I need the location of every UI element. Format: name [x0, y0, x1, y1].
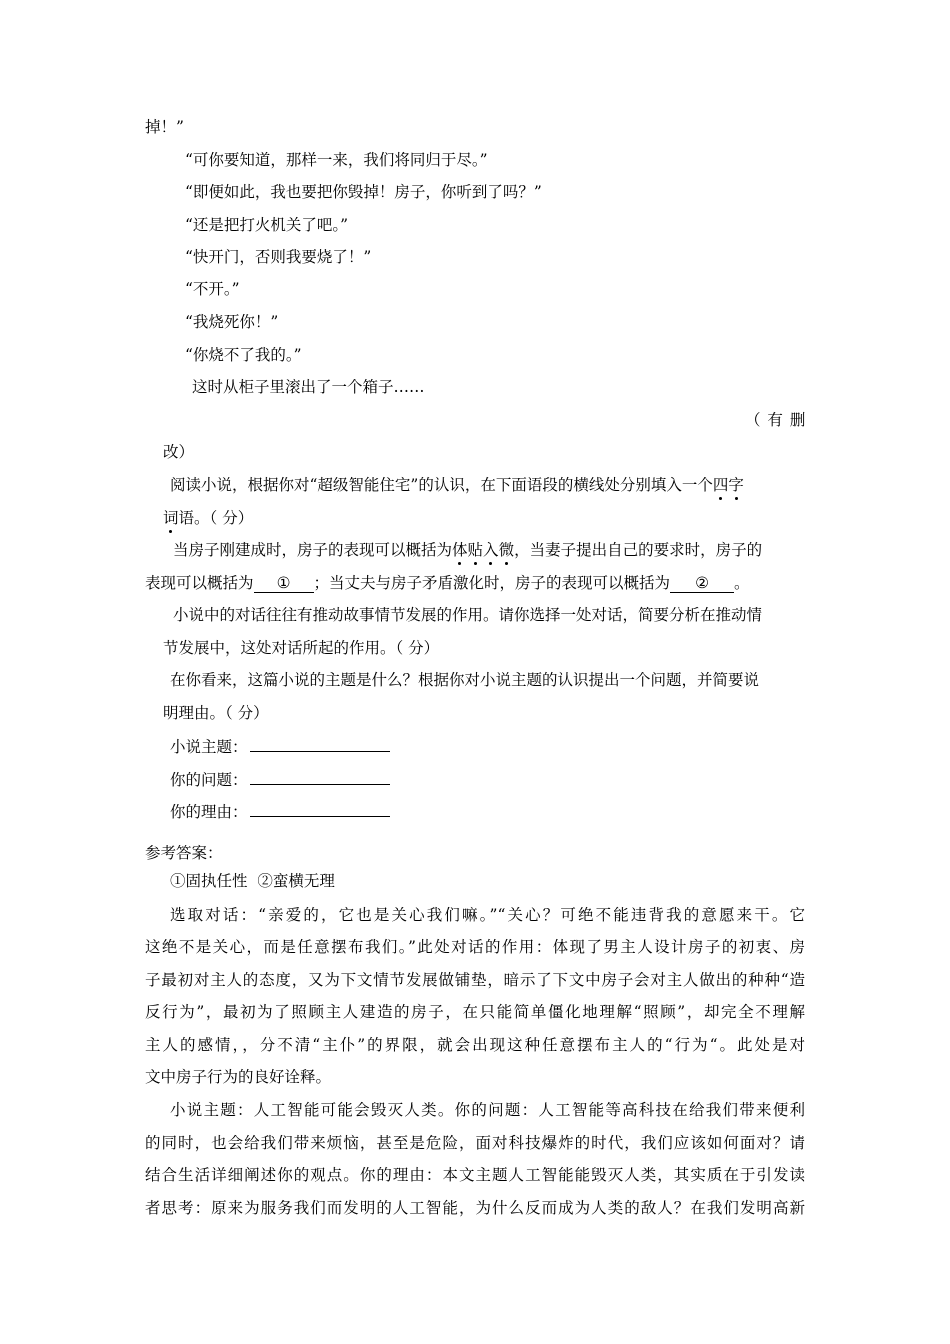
answer-3-line: 结合生活详细阐述你的观点。你的理由：本文主题人工智能能毁灭人类，其实质在于引发读 — [145, 1166, 805, 1184]
emphasis-char: 字 — [728, 476, 744, 494]
emphasis-char: 入 — [483, 541, 499, 559]
question-3: 在你看来，这篇小说的主题是什么？根据你对小说主题的认识提出一个问题，并简要说 — [170, 671, 760, 689]
answer-3-line: 的同时，也会给我们带来烦恼，甚至是危险，面对科技爆炸的时代，我们应该如何面对？请 — [145, 1134, 805, 1152]
question-3-cont: 明理由。（ 分） — [163, 704, 269, 722]
question-2-cont: 节发展中，这处对话所起的作用。（ 分） — [163, 639, 440, 657]
emphasis-char: 体 — [452, 541, 468, 559]
q1-para-text: 表现可以概括为 — [145, 574, 254, 592]
dialogue-line: 掉！” — [145, 118, 184, 136]
reason-field — [170, 800, 390, 822]
theme-field — [170, 735, 390, 757]
answer-2-line: 主人的感情，，分不清“主仆”的界限，就会出现这种任意摆布主人的“行为“。此处是对 — [145, 1036, 805, 1054]
q1-para-text: 当房子刚建成时，房子的表现可以概括为 — [173, 541, 453, 559]
dialogue-line: “我烧死你！” — [185, 313, 279, 331]
answer-2-line: 子最初对主人的态度，又为下文情节发展做铺垫，暗示了下文中房子会对主人做出的种种“造 — [145, 971, 805, 989]
question-1 — [170, 475, 744, 495]
q1-para-text: ，当妻子提出自己的要求时，房子的 — [514, 541, 763, 559]
answer-3-line: 小说主题：人工智能可能会毁灭人类。你的问题：人工智能等高科技在给我们带来便利 — [170, 1101, 805, 1119]
dialogue-line: “还是把打火机关了吧。” — [185, 216, 349, 234]
answer-2-line: 这绝不是关心，而是任意摆布我们。”此处对话的作用：体现了男主人设计房子的初衷、房 — [145, 938, 805, 956]
dialogue-line: “你烧不了我的。” — [185, 346, 302, 364]
dialogue-line: “即便如此，我也要把你毁掉！房子，你听到了吗？” — [185, 183, 542, 201]
emphasis-char: 词 — [163, 509, 179, 527]
answer-2-line: 文中房子行为的良好诠释。 — [145, 1068, 332, 1086]
answer-1: ①固执任性 ②蛮横无理 — [170, 872, 335, 890]
answer-blank-1[interactable]: ① — [254, 574, 314, 593]
emphasis-char: 微 — [498, 541, 515, 559]
q1-paragraph-line1 — [173, 540, 762, 560]
emphasis-char: 四 — [712, 476, 729, 494]
dialogue-line: “可你要知道，那样一来，我们将同归于尽。” — [185, 151, 488, 169]
question-field — [170, 768, 390, 790]
answer-blank-2[interactable]: ② — [670, 574, 734, 593]
q1-para-text: 。 — [734, 574, 750, 592]
answer-2-line: 选取对话：“亲爱的，它也是关心我们嘛。”“关心？可绝不能违背我的意愿来干。它 — [170, 906, 805, 924]
reason-answer-line[interactable] — [250, 800, 390, 817]
question-2: 小说中的对话往往有推动故事情节发展的作用。请你选择一处对话，简要分析在推动情 — [173, 606, 763, 624]
q1-score: 语。（ 分） — [178, 509, 254, 527]
emphasis-char: 贴 — [467, 541, 484, 559]
reason-label: 你的理由： — [170, 803, 248, 821]
question-label: 你的问题： — [170, 771, 248, 789]
source-note-cont: 改） — [163, 443, 195, 461]
question-answer-line[interactable] — [250, 768, 390, 785]
q1-paragraph-line2 — [145, 573, 750, 593]
source-note: （ 有 删 — [745, 411, 807, 429]
answer-2-line: 反行为”，最初为了照顾主人建造的房子，在只能简单僵化地理解“照顾”，却完全不理解 — [145, 1003, 805, 1021]
q1-text: 阅读小说，根据你对“超级智能住宅”的认识，在下面语段的横线处分别填入一个 — [170, 476, 713, 494]
theme-label: 小说主题： — [170, 738, 248, 756]
answer-3-line: 者思考：原来为服务我们而发明的人工智能，为什么反而成为人类的敌人？在我们发明高新 — [145, 1199, 805, 1217]
theme-answer-line[interactable] — [250, 735, 390, 752]
question-1-cont — [163, 508, 253, 528]
answers-heading: 参考答案： — [145, 844, 223, 862]
q1-para-text: ；当丈夫与房子矛盾激化时，房子的表现可以概括为 — [313, 574, 671, 592]
narration-line: 这时从柜子里滚出了一个箱子…… — [192, 378, 425, 396]
dialogue-line: “不开。” — [185, 280, 240, 298]
dialogue-line: “快开门，否则我要烧了！” — [185, 248, 372, 266]
